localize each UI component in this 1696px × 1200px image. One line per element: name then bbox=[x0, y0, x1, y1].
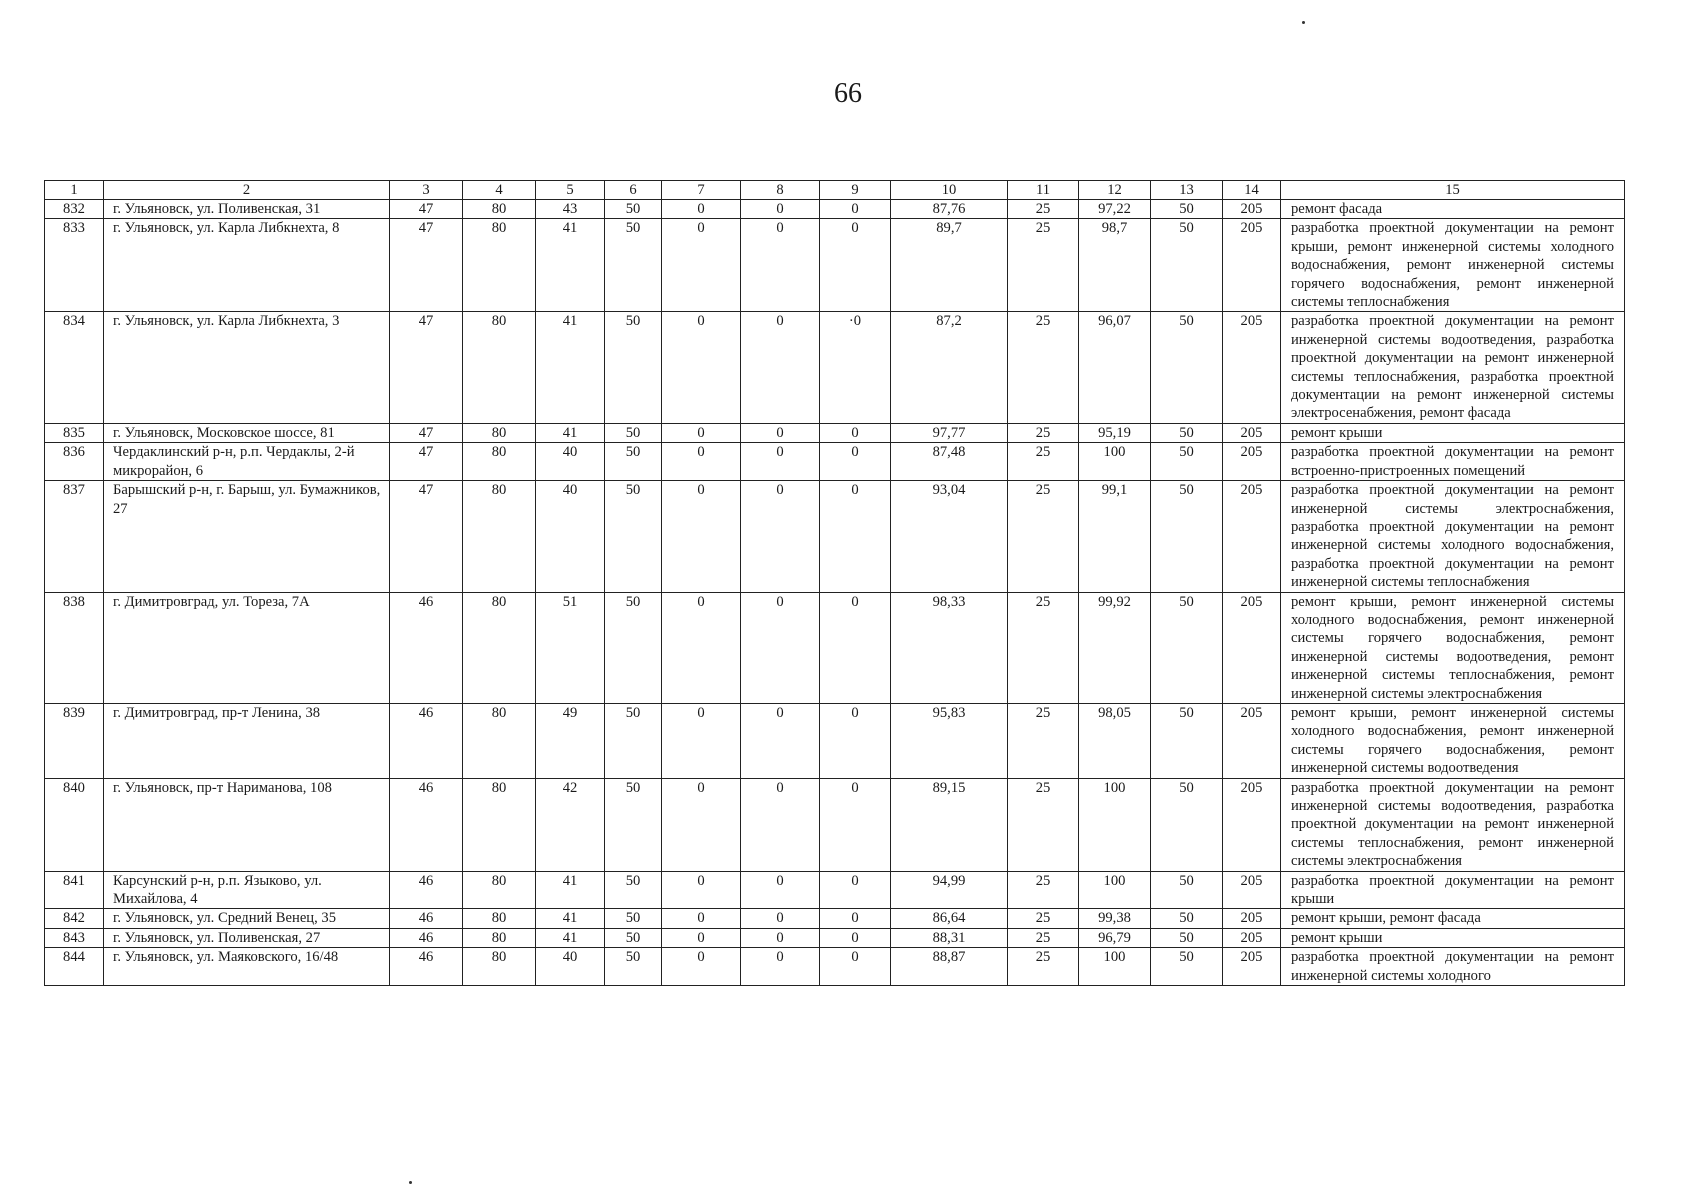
building-address: г. Димитровград, пр-т Ленина, 38 bbox=[104, 703, 390, 778]
cell-value: 97,77 bbox=[891, 423, 1008, 442]
row-number: 843 bbox=[45, 928, 104, 947]
cell-value: 0 bbox=[820, 443, 891, 481]
cell-value: 50 bbox=[605, 481, 662, 592]
cell-value: 25 bbox=[1008, 219, 1079, 312]
cell-value: 50 bbox=[605, 703, 662, 778]
cell-value: 96,79 bbox=[1079, 928, 1151, 947]
column-number-row bbox=[45, 181, 1625, 200]
cell-value: 0 bbox=[662, 312, 741, 423]
cell-value: 25 bbox=[1008, 703, 1079, 778]
cell-value: 50 bbox=[605, 592, 662, 703]
page-number: 66 bbox=[834, 78, 862, 109]
repair-work-description: разработка проектной документации на ремонт крыши, ремонт инженерной системы холодного водоснабжения, ремонт инженерной системы горячего водоснабжения, ремонт инженерной системы теплоснабжения bbox=[1281, 219, 1625, 312]
cell-value: 0 bbox=[741, 909, 820, 928]
cell-value: 41 bbox=[536, 928, 605, 947]
cell-value: 43 bbox=[536, 200, 605, 219]
cell-value: 0 bbox=[662, 592, 741, 703]
cell-value: 89,7 bbox=[891, 219, 1008, 312]
cell-value: 50 bbox=[1151, 871, 1223, 909]
cell-value: 100 bbox=[1079, 948, 1151, 986]
cell-value: 0 bbox=[662, 871, 741, 909]
cell-value: 40 bbox=[536, 948, 605, 986]
cell-value: 205 bbox=[1223, 948, 1281, 986]
cell-value: 99,1 bbox=[1079, 481, 1151, 592]
cell-value: 87,2 bbox=[891, 312, 1008, 423]
cell-value: 0 bbox=[741, 592, 820, 703]
cell-value: 25 bbox=[1008, 592, 1079, 703]
cell-value: 96,07 bbox=[1079, 312, 1151, 423]
cell-value: 0 bbox=[741, 871, 820, 909]
cell-value: 95,83 bbox=[891, 703, 1008, 778]
cell-value: 89,15 bbox=[891, 778, 1008, 871]
cell-value: 98,7 bbox=[1079, 219, 1151, 312]
building-address: г. Ульяновск, ул. Маяковского, 16/48 bbox=[104, 948, 390, 986]
cell-value: 80 bbox=[463, 871, 536, 909]
cell-value: 0 bbox=[741, 928, 820, 947]
cell-value: 80 bbox=[463, 443, 536, 481]
row-number: 842 bbox=[45, 909, 104, 928]
cell-value: 0 bbox=[741, 312, 820, 423]
cell-value: 50 bbox=[1151, 778, 1223, 871]
cell-value: 0 bbox=[741, 200, 820, 219]
cell-value: 51 bbox=[536, 592, 605, 703]
cell-value: 0 bbox=[820, 871, 891, 909]
table-row bbox=[45, 423, 1625, 442]
cell-value: 100 bbox=[1079, 778, 1151, 871]
cell-value: 0 bbox=[820, 200, 891, 219]
cell-value: 80 bbox=[463, 703, 536, 778]
cell-value: 205 bbox=[1223, 423, 1281, 442]
cell-value: 0 bbox=[741, 948, 820, 986]
building-address: г. Ульяновск, пр-т Нариманова, 108 bbox=[104, 778, 390, 871]
row-number: 840 bbox=[45, 778, 104, 871]
cell-value: 80 bbox=[463, 909, 536, 928]
cell-value: 46 bbox=[390, 909, 463, 928]
cell-value: 0 bbox=[662, 948, 741, 986]
cell-value: 0 bbox=[820, 928, 891, 947]
cell-value: 0 bbox=[820, 909, 891, 928]
cell-value: 0 bbox=[662, 443, 741, 481]
table-body bbox=[45, 200, 1625, 986]
cell-value: 0 bbox=[741, 219, 820, 312]
cell-value: ·0 bbox=[820, 312, 891, 423]
cell-value: 205 bbox=[1223, 200, 1281, 219]
row-number: 836 bbox=[45, 443, 104, 481]
cell-value: 46 bbox=[390, 928, 463, 947]
scan-speck bbox=[409, 1181, 412, 1184]
repair-work-description: разработка проектной документации на ремонт встроенно-пристроенных помещений bbox=[1281, 443, 1625, 481]
cell-value: 0 bbox=[820, 423, 891, 442]
cell-value: 25 bbox=[1008, 948, 1079, 986]
cell-value: 99,38 bbox=[1079, 909, 1151, 928]
row-number: 832 bbox=[45, 200, 104, 219]
cell-value: 25 bbox=[1008, 200, 1079, 219]
repair-work-description: разработка проектной документации на ремонт инженерной системы электроснабжения, разработка проектной документации на ремонт инженерной системы холодного водоснабжения, разработка проектной документации на ремонт инженерной системы теплоснабжения bbox=[1281, 481, 1625, 592]
cell-value: 205 bbox=[1223, 443, 1281, 481]
cell-value: 50 bbox=[605, 928, 662, 947]
building-address: Карсунский р-н, р.п. Языково, ул. Михайлова, 4 bbox=[104, 871, 390, 909]
cell-value: 40 bbox=[536, 443, 605, 481]
row-number: 844 bbox=[45, 948, 104, 986]
building-address: Чердаклинский р-н, р.п. Чердаклы, 2-й микрорайон, 6 bbox=[104, 443, 390, 481]
row-number: 838 bbox=[45, 592, 104, 703]
cell-value: 25 bbox=[1008, 778, 1079, 871]
column-number: 15 bbox=[1281, 181, 1625, 200]
table-row bbox=[45, 592, 1625, 703]
column-number: 5 bbox=[536, 181, 605, 200]
cell-value: 41 bbox=[536, 909, 605, 928]
cell-value: 25 bbox=[1008, 423, 1079, 442]
cell-value: 100 bbox=[1079, 443, 1151, 481]
column-number: 1 bbox=[45, 181, 104, 200]
cell-value: 50 bbox=[605, 219, 662, 312]
column-number: 13 bbox=[1151, 181, 1223, 200]
cell-value: 47 bbox=[390, 200, 463, 219]
cell-value: 41 bbox=[536, 871, 605, 909]
cell-value: 50 bbox=[605, 312, 662, 423]
cell-value: 80 bbox=[463, 592, 536, 703]
cell-value: 41 bbox=[536, 312, 605, 423]
cell-value: 50 bbox=[1151, 592, 1223, 703]
table-row bbox=[45, 871, 1625, 909]
row-number: 837 bbox=[45, 481, 104, 592]
cell-value: 47 bbox=[390, 481, 463, 592]
cell-value: 50 bbox=[605, 443, 662, 481]
cell-value: 50 bbox=[1151, 443, 1223, 481]
table-row bbox=[45, 928, 1625, 947]
cell-value: 0 bbox=[662, 200, 741, 219]
building-address: г. Ульяновск, ул. Карла Либкнехта, 8 bbox=[104, 219, 390, 312]
cell-value: 47 bbox=[390, 423, 463, 442]
cell-value: 50 bbox=[1151, 948, 1223, 986]
building-address: г. Ульяновск, ул. Карла Либкнехта, 3 bbox=[104, 312, 390, 423]
cell-value: 25 bbox=[1008, 312, 1079, 423]
building-address: г. Ульяновск, Московское шоссе, 81 bbox=[104, 423, 390, 442]
cell-value: 50 bbox=[605, 423, 662, 442]
cell-value: 0 bbox=[820, 592, 891, 703]
cell-value: 25 bbox=[1008, 928, 1079, 947]
column-number: 2 bbox=[104, 181, 390, 200]
building-address: г. Димитровград, ул. Тореза, 7А bbox=[104, 592, 390, 703]
cell-value: 98,05 bbox=[1079, 703, 1151, 778]
cell-value: 205 bbox=[1223, 219, 1281, 312]
cell-value: 0 bbox=[820, 948, 891, 986]
cell-value: 50 bbox=[1151, 312, 1223, 423]
cell-value: 50 bbox=[605, 200, 662, 219]
cell-value: 50 bbox=[1151, 481, 1223, 592]
cell-value: 25 bbox=[1008, 871, 1079, 909]
cell-value: 41 bbox=[536, 219, 605, 312]
table-row bbox=[45, 219, 1625, 312]
cell-value: 100 bbox=[1079, 871, 1151, 909]
cell-value: 0 bbox=[741, 778, 820, 871]
cell-value: 205 bbox=[1223, 703, 1281, 778]
cell-value: 87,48 bbox=[891, 443, 1008, 481]
cell-value: 41 bbox=[536, 423, 605, 442]
cell-value: 205 bbox=[1223, 871, 1281, 909]
cell-value: 0 bbox=[741, 703, 820, 778]
cell-value: 95,19 bbox=[1079, 423, 1151, 442]
cell-value: 50 bbox=[605, 778, 662, 871]
cell-value: 50 bbox=[1151, 703, 1223, 778]
column-number: 12 bbox=[1079, 181, 1151, 200]
cell-value: 25 bbox=[1008, 481, 1079, 592]
cell-value: 49 bbox=[536, 703, 605, 778]
repair-work-description: ремонт крыши bbox=[1281, 423, 1625, 442]
cell-value: 46 bbox=[390, 948, 463, 986]
column-number: 10 bbox=[891, 181, 1008, 200]
row-number: 835 bbox=[45, 423, 104, 442]
column-number: 4 bbox=[463, 181, 536, 200]
cell-value: 40 bbox=[536, 481, 605, 592]
table-row bbox=[45, 443, 1625, 481]
table-row bbox=[45, 948, 1625, 986]
table-row bbox=[45, 703, 1625, 778]
column-number: 3 bbox=[390, 181, 463, 200]
cell-value: 0 bbox=[662, 703, 741, 778]
cell-value: 80 bbox=[463, 481, 536, 592]
cell-value: 80 bbox=[463, 200, 536, 219]
cell-value: 0 bbox=[662, 481, 741, 592]
cell-value: 47 bbox=[390, 312, 463, 423]
cell-value: 46 bbox=[390, 871, 463, 909]
cell-value: 46 bbox=[390, 592, 463, 703]
cell-value: 25 bbox=[1008, 443, 1079, 481]
cell-value: 50 bbox=[1151, 928, 1223, 947]
cell-value: 0 bbox=[741, 481, 820, 592]
cell-value: 47 bbox=[390, 219, 463, 312]
repair-work-description: ремонт крыши, ремонт инженерной системы холодного водоснабжения, ремонт инженерной системы горячего водоснабжения, ремонт инженерной системы водоотведения bbox=[1281, 703, 1625, 778]
cell-value: 47 bbox=[390, 443, 463, 481]
cell-value: 25 bbox=[1008, 909, 1079, 928]
cell-value: 0 bbox=[741, 443, 820, 481]
cell-value: 50 bbox=[605, 909, 662, 928]
row-number: 833 bbox=[45, 219, 104, 312]
building-address: г. Ульяновск, ул. Поливенская, 27 bbox=[104, 928, 390, 947]
repair-work-description: разработка проектной документации на ремонт инженерной системы водоотведения, разработка проектной документации на ремонт инженерной системы теплоснабжения, разработка проектной документации на ремонт инженерной системы электросенабжения, ремонт фасада bbox=[1281, 312, 1625, 423]
cell-value: 46 bbox=[390, 703, 463, 778]
repair-work-description: разработка проектной документации на ремонт инженерной системы водоотведения, разработка проектной документации на ремонт инженерной системы теплоснабжения, ремонт инженерной системы электроснабжения bbox=[1281, 778, 1625, 871]
cell-value: 80 bbox=[463, 312, 536, 423]
cell-value: 99,92 bbox=[1079, 592, 1151, 703]
cell-value: 94,99 bbox=[891, 871, 1008, 909]
cell-value: 205 bbox=[1223, 481, 1281, 592]
cell-value: 88,87 bbox=[891, 948, 1008, 986]
building-address: г. Ульяновск, ул. Средний Венец, 35 bbox=[104, 909, 390, 928]
cell-value: 0 bbox=[662, 219, 741, 312]
cell-value: 50 bbox=[605, 948, 662, 986]
cell-value: 80 bbox=[463, 778, 536, 871]
column-number: 14 bbox=[1223, 181, 1281, 200]
cell-value: 93,04 bbox=[891, 481, 1008, 592]
row-number: 834 bbox=[45, 312, 104, 423]
cell-value: 98,33 bbox=[891, 592, 1008, 703]
repair-work-description: разработка проектной документации на ремонт инженерной системы холодного bbox=[1281, 948, 1625, 986]
repair-work-description: разработка проектной документации на ремонт крыши bbox=[1281, 871, 1625, 909]
cell-value: 205 bbox=[1223, 592, 1281, 703]
cell-value: 80 bbox=[463, 423, 536, 442]
column-number: 8 bbox=[741, 181, 820, 200]
repair-work-description: ремонт крыши, ремонт инженерной системы холодного водоснабжения, ремонт инженерной системы горячего водоснабжения, ремонт инженерной системы водоотведения, ремонт инженерной системы теплоснабжения, ремонт инженерной системы электроснабжения bbox=[1281, 592, 1625, 703]
column-number: 6 bbox=[605, 181, 662, 200]
cell-value: 0 bbox=[820, 778, 891, 871]
scan-speck bbox=[1302, 21, 1305, 24]
table-row bbox=[45, 312, 1625, 423]
repair-work-description: ремонт фасада bbox=[1281, 200, 1625, 219]
cell-value: 46 bbox=[390, 778, 463, 871]
table-row bbox=[45, 909, 1625, 928]
cell-value: 80 bbox=[463, 219, 536, 312]
cell-value: 0 bbox=[820, 219, 891, 312]
cell-value: 80 bbox=[463, 948, 536, 986]
repair-work-description: ремонт крыши bbox=[1281, 928, 1625, 947]
row-number: 839 bbox=[45, 703, 104, 778]
cell-value: 86,64 bbox=[891, 909, 1008, 928]
row-number: 841 bbox=[45, 871, 104, 909]
building-address: Барышский р-н, г. Барыш, ул. Бумажников, 27 bbox=[104, 481, 390, 592]
cell-value: 50 bbox=[1151, 219, 1223, 312]
cell-value: 0 bbox=[662, 928, 741, 947]
cell-value: 205 bbox=[1223, 909, 1281, 928]
column-number: 11 bbox=[1008, 181, 1079, 200]
repair-register-table bbox=[44, 180, 1625, 986]
repair-work-description: ремонт крыши, ремонт фасада bbox=[1281, 909, 1625, 928]
cell-value: 0 bbox=[662, 909, 741, 928]
cell-value: 87,76 bbox=[891, 200, 1008, 219]
cell-value: 0 bbox=[820, 703, 891, 778]
cell-value: 42 bbox=[536, 778, 605, 871]
cell-value: 97,22 bbox=[1079, 200, 1151, 219]
cell-value: 88,31 bbox=[891, 928, 1008, 947]
cell-value: 0 bbox=[820, 481, 891, 592]
table-row bbox=[45, 778, 1625, 871]
cell-value: 205 bbox=[1223, 928, 1281, 947]
cell-value: 205 bbox=[1223, 312, 1281, 423]
cell-value: 50 bbox=[1151, 200, 1223, 219]
column-number: 7 bbox=[662, 181, 741, 200]
cell-value: 205 bbox=[1223, 778, 1281, 871]
table-row bbox=[45, 481, 1625, 592]
cell-value: 0 bbox=[662, 778, 741, 871]
cell-value: 50 bbox=[605, 871, 662, 909]
cell-value: 50 bbox=[1151, 423, 1223, 442]
cell-value: 80 bbox=[463, 928, 536, 947]
cell-value: 0 bbox=[741, 423, 820, 442]
column-number: 9 bbox=[820, 181, 891, 200]
cell-value: 0 bbox=[662, 423, 741, 442]
table-row bbox=[45, 200, 1625, 219]
cell-value: 50 bbox=[1151, 909, 1223, 928]
building-address: г. Ульяновск, ул. Поливенская, 31 bbox=[104, 200, 390, 219]
